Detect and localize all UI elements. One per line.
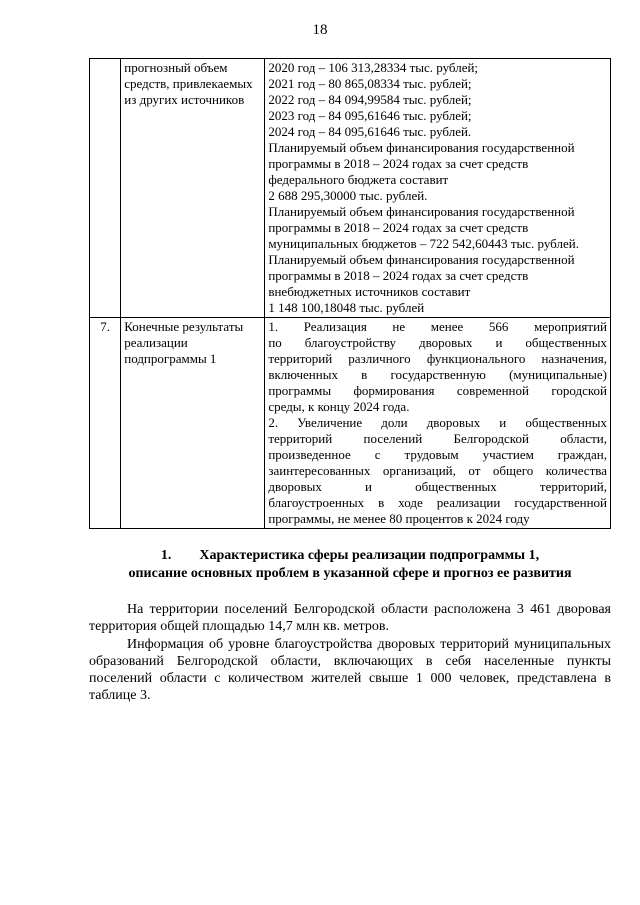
table-row <box>90 59 611 318</box>
funding-line: Планируемый объем финансирования государственной <box>268 204 575 219</box>
body-paragraph: На территории поселений Белгородской области расположена 3 461 дворовая территория общей площадью 14,7 млн кв. метров. <box>89 602 611 634</box>
row-name-line: подпрограммы 1 <box>124 351 217 366</box>
funding-line: программы в 2018 – 2024 годах за счет средств <box>268 156 529 171</box>
result-line: программы, не менее 80 процентов к 2024 году <box>268 511 530 526</box>
result-line: включенных в государственную (муниципальные) <box>268 367 607 382</box>
funding-line: программы в 2018 – 2024 годах за счет средств <box>268 268 529 283</box>
result-line: 2. Увеличение доли дворовых и общественных <box>268 415 607 430</box>
row-name-cell <box>121 59 265 318</box>
funding-line: 1 148 100,18048 тыс. рублей <box>268 300 425 315</box>
row-number-cell: 7. <box>90 318 121 529</box>
funding-line: внебюджетных источников составит <box>268 284 471 299</box>
result-line: заинтересованных организаций, от общего количества <box>268 463 607 478</box>
result-line: территорий поселений Белгородской области, <box>268 431 607 446</box>
row-number-cell <box>90 59 121 318</box>
funding-line: 2021 год – 80 865,08334 тыс. рублей; <box>268 76 472 91</box>
result-line: территорий различного функционального назначения, <box>268 351 607 366</box>
row-content-cell <box>265 318 611 529</box>
section-title-line-1: Характеристика сферы реализации подпрограммы 1, <box>199 548 540 563</box>
funding-line: программы в 2018 – 2024 годах за счет средств <box>268 220 529 235</box>
result-line: дворовых и общественных территорий, <box>268 479 607 494</box>
row-content-cell <box>265 59 611 318</box>
funding-line: Планируемый объем финансирования государственной <box>268 140 575 155</box>
section-heading-line-1 <box>89 547 611 565</box>
result-line: по благоустройству дворовых и общественных <box>268 335 607 350</box>
row-name-line: прогнозный объем <box>124 60 228 75</box>
funding-line: 2023 год – 84 095,61646 тыс. рублей; <box>268 108 472 123</box>
section-heading <box>89 547 611 583</box>
row-name-line: из других источников <box>124 92 245 107</box>
row-name-cell <box>121 318 265 529</box>
funding-line: Планируемый объем финансирования государственной <box>268 252 575 267</box>
row-name-line: Конечные результаты <box>124 319 244 334</box>
funding-line: муниципальных бюджетов – 722 542,60443 тыс. рублей. <box>268 236 579 251</box>
result-line: 1. Реализация не менее 566 мероприятий <box>268 319 607 334</box>
result-line: среды, к концу 2024 года. <box>268 399 410 414</box>
row-name-line: реализации <box>124 335 188 350</box>
section-number: 1. <box>160 548 172 563</box>
page-number: 18 <box>312 22 328 38</box>
funding-line: 2020 год – 106 313,28334 тыс. рублей; <box>268 60 479 75</box>
funding-line: 2024 год – 84 095,61646 тыс. рублей. <box>268 124 472 139</box>
result-line: произведенное с трудовым участием граждан, <box>268 447 607 462</box>
funding-line: федерального бюджета составит <box>268 172 449 187</box>
body-paragraph: Информация об уровне благоустройства дворовых территорий муниципальных образований Белгородской области, включающих в себя населенные пункты поселений области с количеством жителей свыше 1 000 человек, представлена в таблице 3. <box>89 637 611 703</box>
row-name-line: средств, привлекаемых <box>124 76 253 91</box>
section-title-line-2: описание основных проблем в указанной сфере и прогноз ее развития <box>128 566 572 581</box>
table-row <box>90 318 611 529</box>
result-line: благоустроенных в ходе реализации государственной <box>268 495 607 510</box>
funding-line: 2 688 295,30000 тыс. рублей. <box>268 188 428 203</box>
passport-table <box>89 58 611 529</box>
result-line: программы формирования современной городской <box>268 383 607 398</box>
funding-line: 2022 год – 84 094,99584 тыс. рублей; <box>268 92 472 107</box>
